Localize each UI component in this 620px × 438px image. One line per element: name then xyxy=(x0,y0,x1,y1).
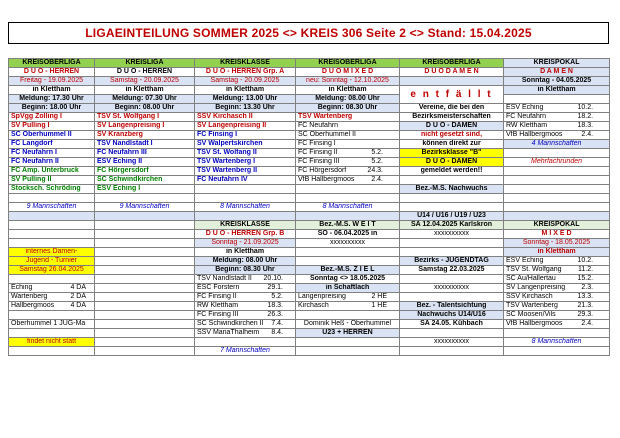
team-entry: ESV Eching 10.2. xyxy=(504,104,610,113)
age-groups: U14 / U16 / U19 / U23 xyxy=(400,212,504,221)
team-entry: VfB Hallbergmoos 2.4. xyxy=(296,176,400,185)
placeholder-text: xxxxxxxxxx xyxy=(400,338,504,347)
event-title: Bez. - Talentsichtung xyxy=(400,302,504,311)
event-note: findet nicht statt xyxy=(9,338,95,347)
team-entry: FC Neufahrn IV xyxy=(195,176,296,185)
league-table xyxy=(8,52,610,356)
team-entry: Oberhummel 1 JUG-Ma xyxy=(9,320,95,329)
team-entry: FC Neufahrn xyxy=(296,122,400,131)
note-text: Mehrfachrunden xyxy=(504,158,610,167)
team-entry: RW Klettham 18.3. xyxy=(195,302,296,311)
event-date: SO - 06.04.2025 in xyxy=(296,230,400,239)
team-entry: SC Schwindkirchen II 7.4. xyxy=(195,320,296,329)
team-entry: ESV Eching I xyxy=(95,185,195,194)
info-text: Vereine, die bei den xyxy=(400,104,504,113)
team-entry: TSV Wartenberg xyxy=(296,113,400,122)
league-date: Freitag - 19.09.2025 xyxy=(9,77,95,86)
info-text: D U O - DAMEN xyxy=(400,158,504,167)
section-label: Bez.-M.S. Nachwuchs xyxy=(400,185,504,194)
registration-time: Meldung: 08.00 Uhr xyxy=(195,257,296,266)
team-entry: SSV Kirchasch 13.3. xyxy=(504,293,610,302)
date-row xyxy=(9,77,610,86)
team-entry: FC Finsing III 5.2. xyxy=(296,158,400,167)
league-type: D A M E N xyxy=(504,68,610,77)
team-entry: Hallbergmoos 4 DA xyxy=(9,302,95,311)
league-date: Sonntag - 04.05.2025 xyxy=(504,77,610,86)
col-header: Bez.-M.S. W E I T xyxy=(296,221,400,230)
event-note: Jugend - Turnier xyxy=(9,257,95,266)
col-header: KREISKLASSE xyxy=(195,221,296,230)
team-entry: FC Finsing I xyxy=(296,140,400,149)
league-date: Sonntag - 21.09.2025 xyxy=(195,239,296,248)
team-entry: FC Hörgersdorf xyxy=(95,167,195,176)
team-row xyxy=(9,149,610,158)
team-count: 7 Mannschaften xyxy=(195,347,296,356)
event-date: Samstag 22.03.2025 xyxy=(400,266,504,275)
team-entry: SSV Kirchasch II xyxy=(195,113,296,122)
league-date: Samstag - 20.09.2025 xyxy=(195,77,296,86)
col-header: KREISPOKAL xyxy=(504,221,610,230)
type-row xyxy=(9,68,610,77)
team-entry: FC Finsing III 26.3. xyxy=(195,311,296,320)
team-entry: SV Kranzberg xyxy=(95,131,195,140)
league-type: D U O - HERREN xyxy=(95,68,195,77)
count-row xyxy=(9,203,610,212)
col-header: KREISLIGA xyxy=(95,59,195,68)
team-entry: TSV Wartenberg II xyxy=(195,167,296,176)
event-place: in Schaftlach xyxy=(296,284,400,293)
cancelled-label: e n t f ä l l t xyxy=(400,86,504,104)
team-count: 4 Mannschaften xyxy=(504,140,610,149)
league-type: D U O D A M E N xyxy=(400,68,504,77)
event-note: Samstag 26.04.2025 xyxy=(9,266,95,275)
league-type: D U O M I X E D xyxy=(296,68,400,77)
team-entry: FC Neufahrn II xyxy=(9,158,95,167)
team-entry: RW Klettham 18.3. xyxy=(504,122,610,131)
team-entry: FC Neufahrn III xyxy=(95,149,195,158)
team-row xyxy=(9,113,610,122)
team-entry: Kirchasch 1 HE xyxy=(296,302,400,311)
team-count: 8 Mannschaften xyxy=(195,203,296,212)
league-date: Sonntag - 18.05.2025 xyxy=(504,239,610,248)
team-count: 9 Mannschaften xyxy=(9,203,95,212)
league-place: in Klettham xyxy=(195,86,296,95)
team-entry: FC Finsing II 5.2. xyxy=(195,293,296,302)
team-entry: SC Oberhummel II xyxy=(296,131,400,140)
team-count: 8 Mannschaften xyxy=(296,203,400,212)
team-entry: SV Pulling I xyxy=(9,122,95,131)
event-date: SA 24.05. Kühbach xyxy=(400,320,504,329)
team-entry: Eching 4 DA xyxy=(9,284,95,293)
page-title: LIGAEINTEILUNG SOMMER 2025 <> KREIS 306 Seite 2 <> Stand: 15.04.2025 xyxy=(8,22,609,44)
league-type: D U O - HERREN Grp. A xyxy=(195,68,296,77)
place-row xyxy=(9,86,610,95)
team-entry: SSV MariaThalheim 8.4. xyxy=(195,329,296,338)
team-entry: ESV Eching 10.2. xyxy=(504,257,610,266)
page xyxy=(8,22,609,430)
team-entry: FC Langdorf xyxy=(9,140,95,149)
team-entry: SC Au/Hallertau 15.2. xyxy=(504,275,610,284)
info-text: Bezirksmeisterschaften xyxy=(400,113,504,122)
team-entry: TSV Nandlstadt I xyxy=(95,140,195,149)
team-entry: FC Neufahrn I xyxy=(9,149,95,158)
event-note: internes Damen- xyxy=(9,248,95,257)
team-entry: SC Moosen/Vils 29.3. xyxy=(504,311,610,320)
spacer-row xyxy=(9,194,610,203)
start-time: Beginn: 13.30 Uhr xyxy=(195,104,296,113)
team-row xyxy=(9,167,610,176)
spacer-row xyxy=(9,212,610,221)
team-entry: TSV Wartenberg 21.3. xyxy=(504,302,610,311)
team-entry: TSV St. Wolfgang 11.2. xyxy=(504,266,610,275)
registration-time: Meldung: 13.00 Uhr xyxy=(195,95,296,104)
league-place: in Klettham xyxy=(95,86,195,95)
league-type: D U O - HERREN xyxy=(9,68,95,77)
event-date: Sonntag <> 18.05.2025 xyxy=(296,275,400,284)
team-row xyxy=(9,122,610,131)
team-entry: FC Finsing II 5.2. xyxy=(296,149,400,158)
team-entry: SC Oberhummel II xyxy=(9,131,95,140)
placeholder-text: xxxxxxxxxx xyxy=(400,284,504,293)
event-title: Nachwuchs U14/U16 xyxy=(400,311,504,320)
info-text: gemeldet werden!! xyxy=(400,167,504,176)
team-entry: TSV St. Wolfang II xyxy=(195,149,296,158)
col-header: KREISKLASSE xyxy=(195,59,296,68)
team-row xyxy=(9,158,610,167)
event-title: Bez.-M.S. Z I E L xyxy=(296,266,400,275)
team-entry: TSV Nandlstadt II 20.10. xyxy=(195,275,296,284)
team-entry: Wartenberg 2 DA xyxy=(9,293,95,302)
col-header: KREISOBERLIGA xyxy=(400,59,504,68)
info-text: Bezirksklasse "B" xyxy=(400,149,504,158)
col-header: KREISPOKAL xyxy=(504,59,610,68)
team-entry: TSV St. Wolfgang I xyxy=(95,113,195,122)
team-entry: FC Amp. Unterbruck xyxy=(9,167,95,176)
placeholder-text: xxxxxxxxxx xyxy=(296,239,400,248)
event-title: U23 + HERREN xyxy=(296,329,400,338)
team-count: 8 Mannschaften xyxy=(504,338,610,347)
placeholder-text: xxxxxxxxxx xyxy=(400,230,504,239)
registration-time: Meldung: 07.30 Uhr xyxy=(95,95,195,104)
event-title: Bezirks - JUGENDTAG xyxy=(400,257,504,266)
team-count: 9 Mannschaften xyxy=(95,203,195,212)
league-date: neu: Sonntag - 12.10.2025 xyxy=(296,77,400,86)
team-entry: FC Neufahrn 18.2. xyxy=(504,113,610,122)
team-row xyxy=(9,176,610,185)
league-place: in Klettham xyxy=(504,86,610,95)
league-place: in Klettham xyxy=(195,248,296,257)
team-entry: SV Langenpreising II xyxy=(195,122,296,131)
team-entry: FC Finsing I xyxy=(195,131,296,140)
registration-time: Meldung: 08.00 Uhr xyxy=(296,95,400,104)
header-row xyxy=(9,59,610,68)
begin-row xyxy=(9,104,610,113)
team-entry: VfB Hallbergmoos 2.4. xyxy=(504,131,610,140)
league-place: in Klettham xyxy=(9,86,95,95)
league-date: Samstag - 20.09.2025 xyxy=(95,77,195,86)
team-entry: SV Langenpreising I xyxy=(95,122,195,131)
col-header: KREISOBERLIGA xyxy=(9,59,95,68)
meld-row xyxy=(9,95,610,104)
team-entry: SC Schwindkirchen xyxy=(95,176,195,185)
team-entry: Langenpreising 2 HE xyxy=(296,293,400,302)
team-entry: Stocksch. Schröding xyxy=(9,185,95,194)
team-entry: SpVgg Zolling I xyxy=(9,113,95,122)
start-time: Beginn: 08.00 Uhr xyxy=(95,104,195,113)
team-row xyxy=(9,140,610,149)
team-entry: ESV Eching II xyxy=(95,158,195,167)
team-row xyxy=(9,185,610,194)
team-entry: SV Pulling II xyxy=(9,176,95,185)
info-text: können direkt zur xyxy=(400,140,504,149)
col-header: SA 12.04.2025 Karlskron xyxy=(400,221,504,230)
registration-time: Meldung: 17.30 Uhr xyxy=(9,95,95,104)
col-header: KREISOBERLIGA xyxy=(296,59,400,68)
team-entry: SV Langenpreising 2.3. xyxy=(504,284,610,293)
team-entry: VfB Hallbergmoos 2.4. xyxy=(504,320,610,329)
league-type: M I X E D xyxy=(504,230,610,239)
team-entry: SV Walpertskirchen xyxy=(195,140,296,149)
team-entry: ESC Forstern 29.1. xyxy=(195,284,296,293)
league-place: in Klettham xyxy=(296,86,400,95)
team-row xyxy=(9,131,610,140)
person-entry: Dominik Heß - Oberhummel xyxy=(296,320,400,329)
bottom-header-row xyxy=(9,221,610,230)
team-entry: FC Hörgersdorf 24.3. xyxy=(296,167,400,176)
start-time: Beginn: 18.00 Uhr xyxy=(9,104,95,113)
start-time: Beginn: 08.30 Uhr xyxy=(296,104,400,113)
info-text: D U O - DAMEN xyxy=(400,122,504,131)
team-entry: TSV Wartenberg I xyxy=(195,158,296,167)
start-time: Beginn: 08.30 Uhr xyxy=(195,266,296,275)
info-text: nicht gesetzt sind, xyxy=(400,131,504,140)
league-type: D U O - HERREN Grp. B xyxy=(195,230,296,239)
league-place: in Klettham xyxy=(504,248,610,257)
